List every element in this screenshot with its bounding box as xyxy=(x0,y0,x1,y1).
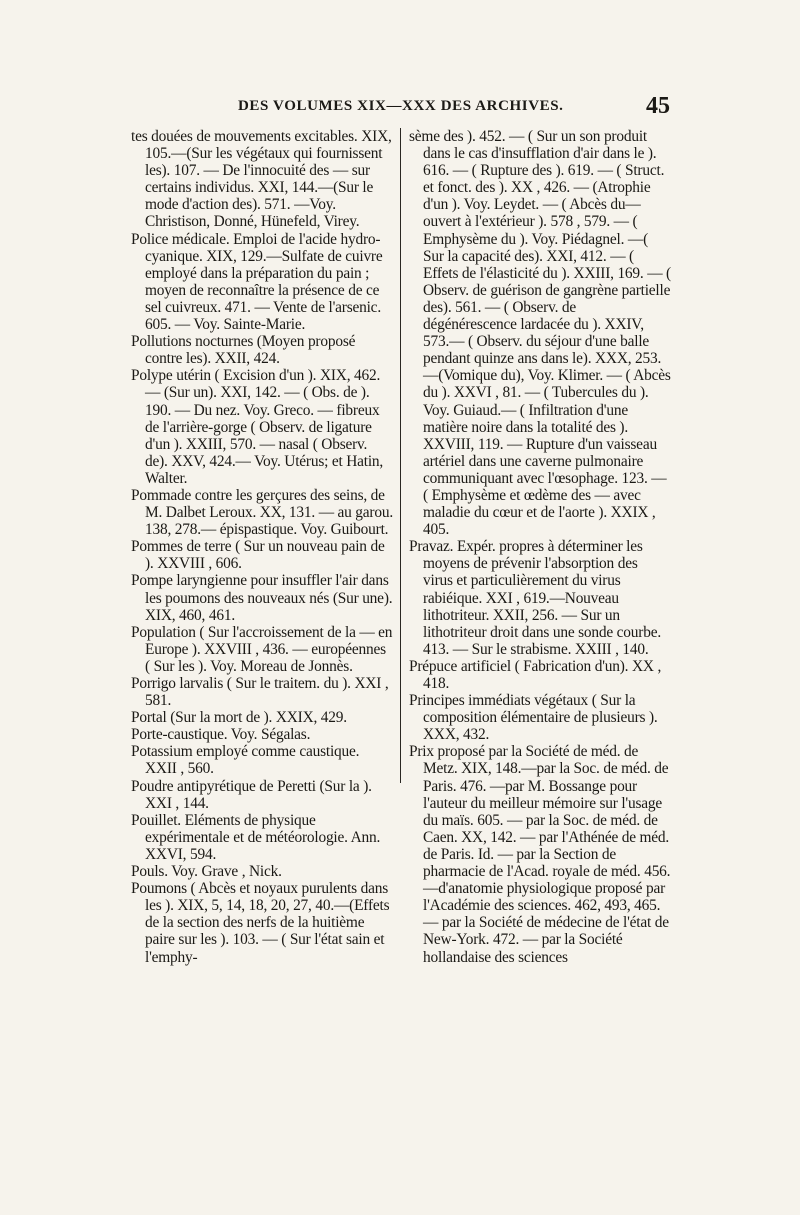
index-entry: Poumons ( Abcès et noyaux purulents dans les ). XIX, 5, 14, 18, 20, 27, 40.—(Effets de la section des nerfs de la huitième paire sur les ). 103. — ( Sur l'état sain et l'emphy- xyxy=(131,880,390,966)
left-column xyxy=(131,128,393,966)
page-number: 45 xyxy=(646,93,670,119)
index-entry: Prix proposé par la Société de méd. de Metz. XIX, 148.—par la Soc. de méd. de Paris. 476. —par M. Bossange pour l'auteur du meilleur mémoire sur l'usage du maïs. 605. — par la Soc. de méd. de Caen. XX, 142. — par l'Athénée de méd. de Paris. Id. — par la Section de pharmacie de l'Acad. royale de méd. 456.—d'anatomie physiologique proposé par l'Académie des sciences. 462, 493, 465. — par la Société de médecine de l'état de New-York. 472. — par la Société hollandaise des sciences xyxy=(409,743,671,966)
index-entry: Poudre antipyrétique de Peretti (Sur la ). XXI , 144. xyxy=(131,777,372,812)
index-entry: Porrigo larvalis ( Sur le traitem. du ). XXI , 581. xyxy=(131,675,389,710)
index-entry: Pouls. Voy. Grave , Nick. xyxy=(131,863,282,881)
right-column xyxy=(409,128,671,966)
index-entry: Polype utérin ( Excision d'un ). XIX, 462. — (Sur un). XXI, 142. — ( Obs. de ). 190. — Du nez. Voy. Greco. — fibreux de l'arrière-gorge ( Observ. de ligature d'un ). XXIII, 570. — nasal ( Observ. de). XXV, 424.— Voy. Utérus; et Hatin, Walter. xyxy=(131,367,384,487)
running-header xyxy=(130,93,670,120)
index-entry: Pommes de terre ( Sur un nouveau pain de ). XXVIII , 606. xyxy=(131,538,385,573)
index-entry: tes douées de mouvements excitables. XIX, 105.—(Sur les végétaux qui fournissent les). 107. — De l'innocuité des — sur certains individus. XXI, 144.—(Sur le mode d'action des). 571. —Voy. Christison, Donné, Hünefeld, Virey. xyxy=(131,128,392,231)
header-title: DES VOLUMES XIX—XXX DES ARCHIVES. xyxy=(238,98,564,114)
column-divider xyxy=(400,128,401,783)
index-entry: Portal (Sur la mort de ). XXIX, 429. xyxy=(131,709,347,727)
index-entry: Pollutions nocturnes (Moyen proposé contre les). XXII, 424. xyxy=(131,333,356,368)
index-entry: Porte-caustique. Voy. Ségalas. xyxy=(131,726,311,744)
index-entry: Prépuce artificiel ( Fabrication d'un). XX , 418. xyxy=(409,657,662,692)
index-entry: Potassium employé comme caustique. XXII , 560. xyxy=(131,743,360,778)
index-entry: Police médicale. Emploi de l'acide hydro-cyanique. XIX, 129.—Sulfate de cuivre employé dans la préparation du pain ; moyen de reconnaître la présence de ce sel cuivreux. 471. — Vente de l'arsenic. 605. — Voy. Sainte-Marie. xyxy=(131,230,383,334)
index-entry: Pompe laryngienne pour insuffler l'air dans les poumons des nouveaux nés (Sur une). XIX, 460, 461. xyxy=(131,572,393,624)
index-entry: Principes immédiats végétaux ( Sur la composition élémentaire de plusieurs ). XXX, 432. xyxy=(409,692,658,744)
index-entry: Pravaz. Expér. propres à déterminer les moyens de prévenir l'absorption des virus et particulièrement du virus rabiéique. XXI , 619.—Nouveau lithotriteur. XXII, 256. — Sur un lithotriteur droit dans une sonde courbe. 413. — Sur le strabisme. XXIII , 140. xyxy=(409,538,661,658)
index-entry: Pommade contre les gerçures des seins, de M. Dalbet Leroux. XX, 131. — au garou. 138, 278.— épispastique. Voy. Guibourt. xyxy=(131,486,393,539)
index-entry: Pouillet. Eléments de physique expérimentale et de météorologie. Ann. XXVI, 594. xyxy=(131,811,381,863)
index-entry: sème des ). 452. — ( Sur un son produit dans le cas d'insufflation d'air dans le ). 616. — ( Rupture des ). 619. — ( Struct. et fonct. des ). XX , 426. — (Atrophie d'un ). Voy. Leydet. — ( Abcès du— ouvert à l'extérieur ). 578 , 579. — ( Emphysème du ). Voy. Piédagnel. —( Sur la capacité des). XXI, 412. — ( Effets de l'élasticité du ). XXIII, 169. — ( Observ. de guérison de gangrène partielle des). 561. — ( Observ. de dégénérescence lardacée du ). XXIV, 573.— ( Observ. du séjour d'une balle pendant quinze ans dans le). XXX, 253.—(Vomique du), Voy. Klimer. — ( Abcès du ). XXVI , 81. — ( Tubercules du ). Voy. Guiaud.— ( Infiltration d'une matière noire dans la totalité des ). XXVIII, 119. — Rupture d'un vaisseau artériel dans une caverne pulmonaire communiquant avec l'œsophage. 123. — ( Emphysème et œdème des — avec maladie du cœur et de l'aorte ). XXIX , 405. xyxy=(409,128,671,539)
index-entry: Population ( Sur l'accroissement de la — en Europe ). XXVIII , 436. — européennes ( Sur les ). Voy. Moreau de Jonnès. xyxy=(131,623,393,675)
